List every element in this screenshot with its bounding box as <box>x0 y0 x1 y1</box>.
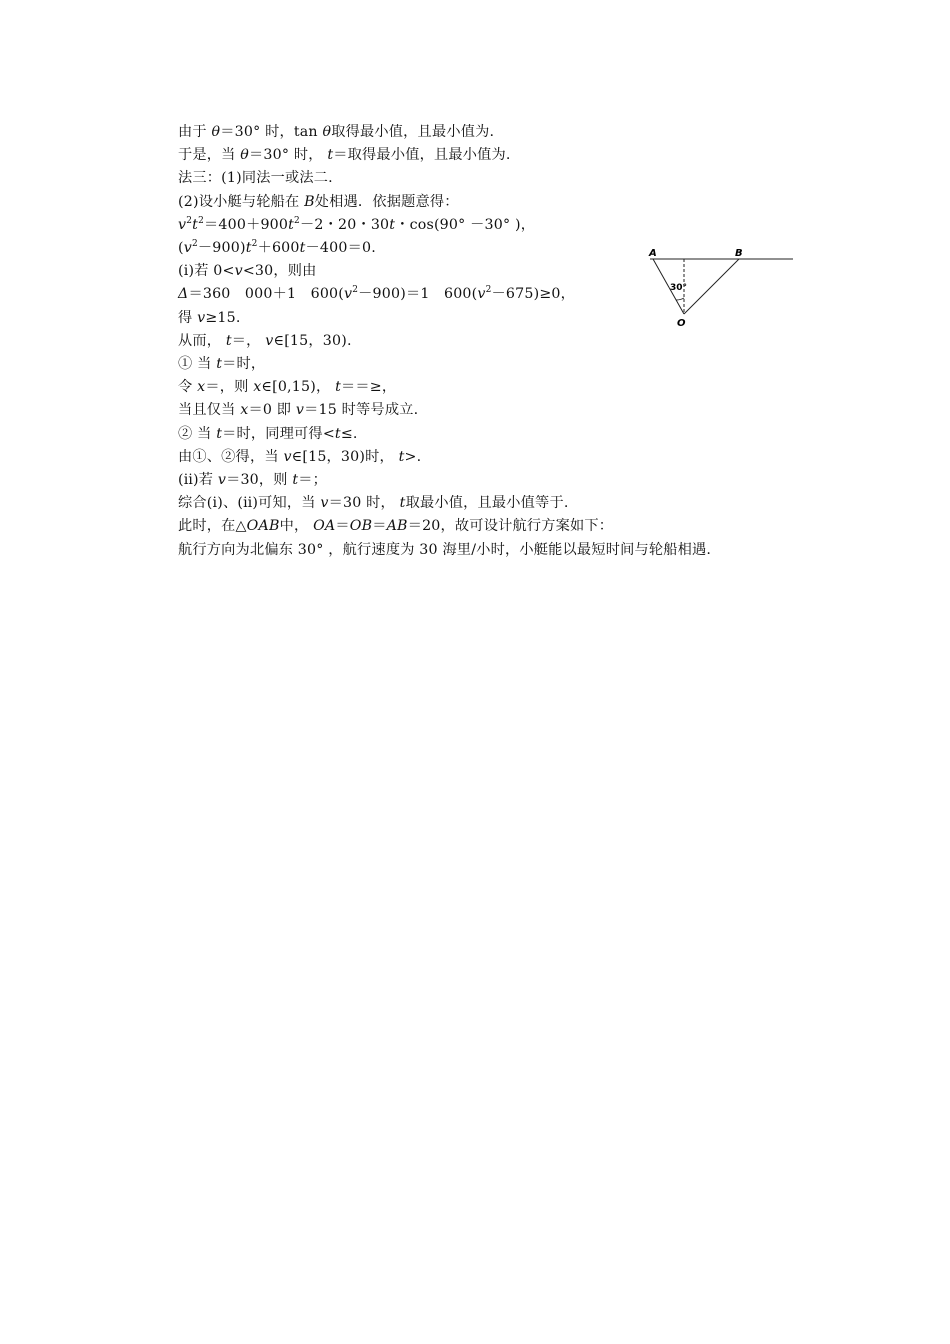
math-variable: AB <box>386 518 408 535</box>
text-run: ＋600 <box>257 240 300 256</box>
math-variable: v <box>183 240 192 256</box>
text-run: ＝15 时等号成立. <box>304 402 419 419</box>
math-variable: θ <box>211 124 221 140</box>
math-variable: t <box>225 332 232 349</box>
math-variable: x <box>240 402 249 419</box>
text-run: ＝30° 时，tan <box>220 124 323 140</box>
math-variable: t <box>288 216 295 233</box>
text-run: ＝360 000＋1 600( <box>188 286 345 303</box>
math-variable: v <box>197 309 206 326</box>
text-run: ∈[15，30)时， <box>291 448 399 465</box>
text-run: ＝30，则 <box>226 472 293 488</box>
math-variable: OAB <box>246 518 280 535</box>
text-run: ∈[0,15)， <box>261 379 336 396</box>
text-run: ＝20，故可设计航行方案如下： <box>407 518 614 535</box>
text-run: ＝时， <box>222 356 266 372</box>
segment-ob <box>684 259 739 314</box>
math-variable: t <box>192 216 199 233</box>
text-line <box>178 122 494 142</box>
text-run: －675)≥0， <box>491 286 576 303</box>
text-run: ＝400＋900 <box>204 216 289 233</box>
text-run: ＝30 时， <box>328 495 400 512</box>
text-run: ＝0 即 <box>248 402 296 419</box>
label-b: B <box>735 248 743 259</box>
text-run: (ⅱ)若 <box>178 472 218 488</box>
math-variable: t <box>245 240 252 256</box>
math-variable: v <box>320 495 329 512</box>
math-variable: t <box>398 448 405 465</box>
math-variable: OA <box>313 518 336 535</box>
text-run: 取最小值，且最小值等于. <box>405 495 569 512</box>
text-run: ＝时，同理可得< <box>222 425 335 442</box>
math-variable: v <box>217 472 227 488</box>
superscript: 2 <box>198 215 204 226</box>
math-variable: v <box>234 263 243 280</box>
text-run: 法三：(1)同法一或法二. <box>178 170 333 187</box>
text-run: 由于 <box>178 124 212 140</box>
text-run: 得 <box>178 309 198 326</box>
angle-label: 30° <box>670 283 688 293</box>
text-run: <30，则由 <box>242 263 317 280</box>
math-variable: t <box>327 147 334 164</box>
math-variable: v <box>477 286 486 303</box>
text-line <box>178 354 265 374</box>
label-a: A <box>649 248 657 259</box>
text-run: 令 <box>178 379 198 396</box>
text-run: ＝取得最小值，且最小值为. <box>333 147 511 164</box>
math-variable: B <box>304 193 315 210</box>
text-line <box>178 145 511 165</box>
text-line <box>178 377 396 397</box>
text-line <box>178 424 358 444</box>
superscript: 2 <box>352 285 359 296</box>
text-line <box>178 284 575 304</box>
text-line <box>178 470 327 490</box>
text-line <box>178 493 569 513</box>
math-variable: v <box>295 402 305 419</box>
text-line <box>178 331 352 351</box>
text-line <box>178 540 711 560</box>
math-variable: t <box>216 425 223 442</box>
text-line <box>178 447 421 467</box>
text-run: －900)＝1 600( <box>358 286 478 303</box>
text-run: ＝； <box>298 472 328 488</box>
triangle-diagram <box>640 240 800 330</box>
math-variable: θ <box>322 124 332 140</box>
math-variable: v <box>265 332 274 349</box>
text-run: －900) <box>197 240 246 256</box>
text-run: －400＝0. <box>305 240 376 256</box>
text-run: ＝，则 <box>205 379 254 396</box>
math-variable: t <box>389 216 396 233</box>
math-variable: t <box>292 472 299 488</box>
text-run: (ⅰ)若 0< <box>178 263 235 280</box>
text-run: ＝ <box>335 518 350 535</box>
text-run: 从而， <box>178 332 226 349</box>
text-run: ① 当 <box>178 356 217 372</box>
text-run: －2・20・30 <box>299 216 390 233</box>
text-run: 当且仅当 <box>178 402 241 419</box>
text-run: 此时，在△ <box>178 518 247 535</box>
text-run: ・cos(90° －30° )， <box>395 216 536 233</box>
text-run: ＝， <box>231 332 266 349</box>
text-run: 于是，当 <box>178 147 241 164</box>
text-run: ≤. <box>340 425 358 442</box>
label-o: O <box>677 318 686 329</box>
text-line <box>178 516 613 536</box>
text-run: ② 当 <box>178 425 217 442</box>
superscript: 2 <box>485 285 492 296</box>
superscript: 2 <box>186 215 193 226</box>
text-line <box>178 238 376 258</box>
text-run: 航行方向为北偏东 30° ，航行速度为 30 海里/小时，小艇能以最短时间与轮船相遇. <box>178 541 712 558</box>
math-variable: OB <box>349 518 373 535</box>
text-run: 中， <box>279 518 314 535</box>
text-run: ＝＝≥， <box>340 379 397 396</box>
math-variable: θ <box>240 147 250 164</box>
math-variable: v <box>344 286 353 303</box>
text-line <box>178 261 317 281</box>
math-variable: x <box>253 379 262 396</box>
text-line <box>178 400 418 420</box>
angle-arc <box>676 298 684 300</box>
text-run: (2)设小艇与轮船在 <box>178 193 305 210</box>
superscript: 2 <box>191 239 198 249</box>
math-variable: t <box>216 356 223 372</box>
text-run: ∈[15，30). <box>273 332 352 349</box>
text-run: ( <box>178 240 184 256</box>
text-run: 综合(ⅰ)、(ⅱ)可知，当 <box>178 495 321 512</box>
math-variable: t <box>335 379 341 396</box>
text-line <box>178 308 241 328</box>
text-line <box>178 168 333 188</box>
text-run: >. <box>404 448 422 465</box>
text-run: 处相遇．依据题意得： <box>314 193 459 210</box>
text-run: 取得最小值，且最小值为. <box>331 124 495 140</box>
superscript: 2 <box>294 215 300 226</box>
superscript: 2 <box>251 239 258 249</box>
text-run: ＝30° 时， <box>249 147 328 164</box>
math-variable: Δ <box>178 286 189 303</box>
math-variable: t <box>334 425 341 442</box>
text-line <box>178 192 459 212</box>
text-run: 由①、②得，当 <box>178 448 284 465</box>
math-variable: v <box>283 448 292 465</box>
text-run: ＝ <box>372 518 387 535</box>
text-line <box>178 215 535 235</box>
math-variable: t <box>299 240 306 256</box>
text-run: ≥15. <box>205 309 241 326</box>
math-variable: t <box>399 495 406 512</box>
math-variable: v <box>178 216 187 233</box>
math-variable: x <box>197 379 206 396</box>
